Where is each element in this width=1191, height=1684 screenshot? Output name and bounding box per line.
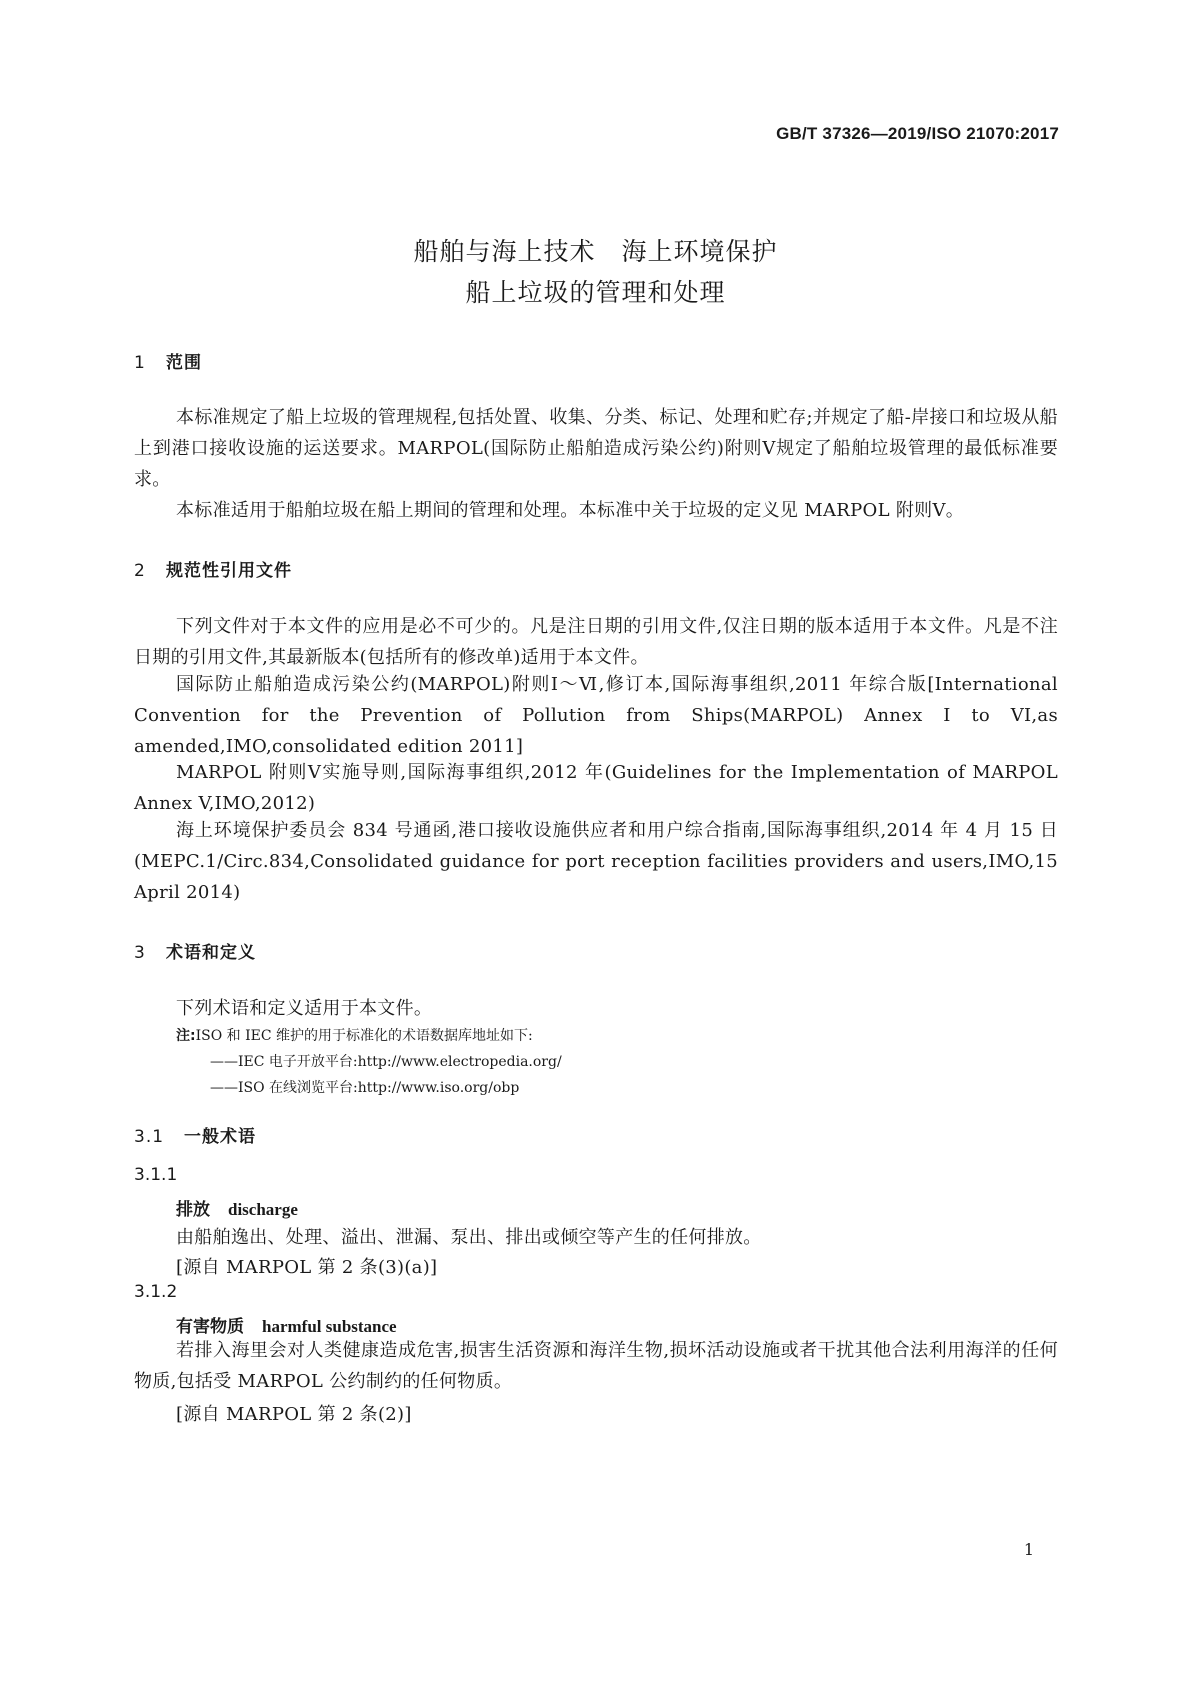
reference-mepc-circ-834: 海上环境保护委员会 834 号通函,港口接收设施供应者和用户综合指南,国际海事组织,2014 年 4 月 15 日(MEPC.1/Circ.834,Consolidated guidance for port reception facilities providers and users,IMO,15 April 2014)	[134, 820, 1058, 903]
term-name-en: discharge	[228, 1200, 298, 1219]
term-name	[176, 1195, 298, 1220]
note-text: ISO 和 IEC 维护的用于标准化的术语数据库地址如下:	[195, 1028, 533, 1044]
section-1-title: 范围	[166, 353, 202, 373]
note-item-iec: ——IEC 电子开放平台:http://www.electropedia.org/	[210, 1054, 562, 1070]
term-definition: 若排入海里会对人类健康造成危害,损害生活资源和海洋生物,损坏活动设施或者干扰其他合法利用海洋的任何物质,包括受 MARPOL 公约制约的任何物质。	[134, 1340, 1058, 1392]
section-3-1-heading	[134, 1122, 256, 1147]
section-1-paragraph-1: 本标准规定了船上垃圾的管理规程,包括处置、收集、分类、标记、处理和贮存;并规定了船-岸接口和垃圾从船上到港口接收设施的运送要求。MARPOL(国际防止船舶造成污染公约)附则Ⅴ规定了船舶垃圾管理的最低标准要求。	[134, 407, 1058, 490]
section-2-title: 规范性引用文件	[166, 561, 292, 581]
term-name	[176, 1312, 397, 1337]
section-3-note	[176, 1025, 533, 1045]
section-1-paragraph-2: 本标准适用于船舶垃圾在船上期间的管理和处理。本标准中关于垃圾的定义见 MARPOL 附则Ⅴ。	[176, 500, 965, 521]
term-name-zh: 有害物质	[176, 1317, 244, 1337]
document-title-line1: 船舶与海上技术 海上环境保护	[413, 237, 778, 266]
section-3-number: 3	[134, 943, 146, 963]
section-1-number: 1	[134, 353, 146, 373]
page-number: 1	[1023, 1540, 1034, 1559]
document-title-line2: 船上垃圾的管理和处理	[465, 278, 726, 307]
section-2-number: 2	[134, 561, 146, 581]
standard-code: GB/T 37326—2019/ISO 21070:2017	[776, 124, 1059, 143]
term-name-en: harmful substance	[262, 1317, 397, 1336]
term-number: 3.1.1	[134, 1165, 178, 1185]
section-1-heading	[134, 348, 202, 373]
term-name-zh: 排放	[176, 1200, 210, 1220]
term-definition: 由船舶逸出、处理、溢出、泄漏、泵出、排出或倾空等产生的任何排放。	[176, 1227, 762, 1248]
term-source: [源自 MARPOL 第 2 条(2)]	[176, 1404, 412, 1425]
term-number: 3.1.2	[134, 1282, 178, 1302]
section-2-paragraph-1: 下列文件对于本文件的应用是必不可少的。凡是注日期的引用文件,仅注日期的版本适用于本文件。凡是不注日期的引用文件,其最新版本(包括所有的修改单)适用于本文件。	[134, 616, 1058, 668]
reference-marpol: 国际防止船舶造成污染公约(MARPOL)附则Ⅰ～Ⅵ,修订本,国际海事组织,2011 年综合版[International Convention for the Prevention of Pollution from Ships(MARPOL) Annex I to VI,as amended,IMO,consolidated edition 2011]	[134, 674, 1058, 757]
section-3-1-number: 3.1	[134, 1127, 165, 1147]
section-3-heading	[134, 938, 256, 963]
section-2-heading	[134, 556, 292, 581]
term-source: [源自 MARPOL 第 2 条(3)(a)]	[176, 1257, 438, 1278]
note-label: 注:	[176, 1028, 196, 1044]
section-3-title: 术语和定义	[166, 943, 256, 963]
note-item-iso: ——ISO 在线浏览平台:http://www.iso.org/obp	[210, 1080, 520, 1096]
section-3-paragraph-1: 下列术语和定义适用于本文件。	[176, 998, 433, 1019]
section-3-1-title: 一般术语	[184, 1127, 256, 1147]
reference-marpol-annex-v-guidelines: MARPOL 附则Ⅴ实施导则,国际海事组织,2012 年(Guidelines for the Implementation of MARPOL Annex V,IMO,2012)	[134, 762, 1058, 814]
